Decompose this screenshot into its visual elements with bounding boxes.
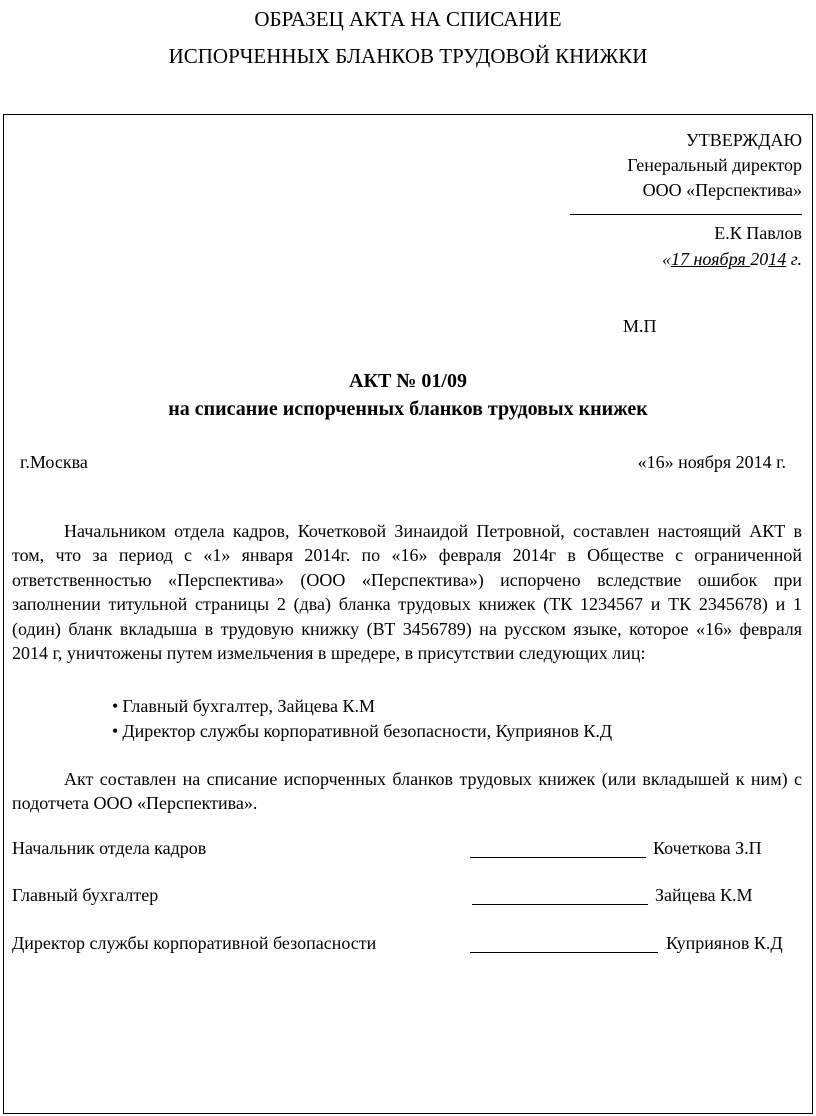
signature-line — [470, 952, 658, 953]
signature-name: Зайцева К.М — [655, 885, 753, 905]
document-title-line-1: ОБРАЗЕЦ АКТА НА СПИСАНИЕ — [254, 7, 562, 31]
approval-signature-line — [570, 214, 802, 215]
approval-date — [662, 246, 802, 272]
signature-role: Начальник отдела кадров — [12, 838, 207, 858]
approval-date-year-prefix: 20 — [750, 249, 769, 269]
approval-date-year-suffix: 14 — [768, 249, 787, 269]
signature-role: Главный бухгалтер — [12, 885, 159, 905]
signature-row — [12, 933, 802, 959]
approval-date-end: г. — [786, 249, 802, 269]
body-paragraph-1: Начальником отдела кадров, Кочетковой Зинаидой Петровной, составлен настоящий АКТ в том, что за период с «1» января 2014г. по «16» февраля 2014г в Обществе с ограниченной ответственностью «Перспектива» (ООО «Перспектива») испорчено вследствие ошибок при заполнении титульной страницы 2 (два) бланка трудовых книжек (ТК 1234567 и ТК 2345678) и 1 (один) бланк вкладыша в трудовую книжку (ВТ 3456789) на русском языке, которое «16» февраля 2014 г, уничтожены путем измельчения в шредере, в присутствии следующих лиц: — [12, 521, 802, 664]
signature-role: Директор службы корпоративной безопасности — [12, 933, 377, 953]
signature-name: Кочеткова З.П — [653, 838, 762, 858]
approval-position: Генеральный директор — [627, 155, 802, 175]
act-subject: на списание испорченных бланков трудовых книжек — [168, 398, 648, 420]
signature-name: Куприянов К.Д — [666, 933, 783, 953]
approval-signer: Е.К Павлов — [714, 223, 802, 243]
approval-date-day-month: 17 ноября — [670, 249, 751, 269]
attendee-list — [112, 694, 612, 744]
document-title-line-2: ИСПОРЧЕННЫХ БЛАНКОВ ТРУДОВОЙ КНИЖКИ — [168, 44, 648, 68]
signature-line — [472, 904, 648, 905]
act-place: г.Москва — [20, 452, 88, 472]
stamp-placeholder: М.П — [623, 316, 657, 336]
approval-date-open: « — [661, 249, 671, 269]
body-paragraph-2: Акт составлен на списание испорченных бланков трудовых книжек (или вкладышей к ним) с подотчета ООО «Перспектива». — [12, 769, 802, 814]
attendee-item: • Главный бухгалтер, Зайцева К.М — [112, 694, 612, 719]
approval-block — [542, 128, 802, 203]
attendee-item: • Директор службы корпоративной безопасности, Куприянов К.Д — [112, 719, 612, 744]
act-date: «16» ноября 2014 г. — [637, 452, 786, 472]
act-number: АКТ № 01/09 — [349, 370, 467, 392]
approval-heading: УТВЕРЖДАЮ — [685, 130, 802, 150]
signature-row — [12, 885, 802, 911]
signature-row — [12, 838, 802, 864]
approval-company: ООО «Перспектива» — [642, 180, 802, 200]
signature-line — [470, 857, 646, 858]
